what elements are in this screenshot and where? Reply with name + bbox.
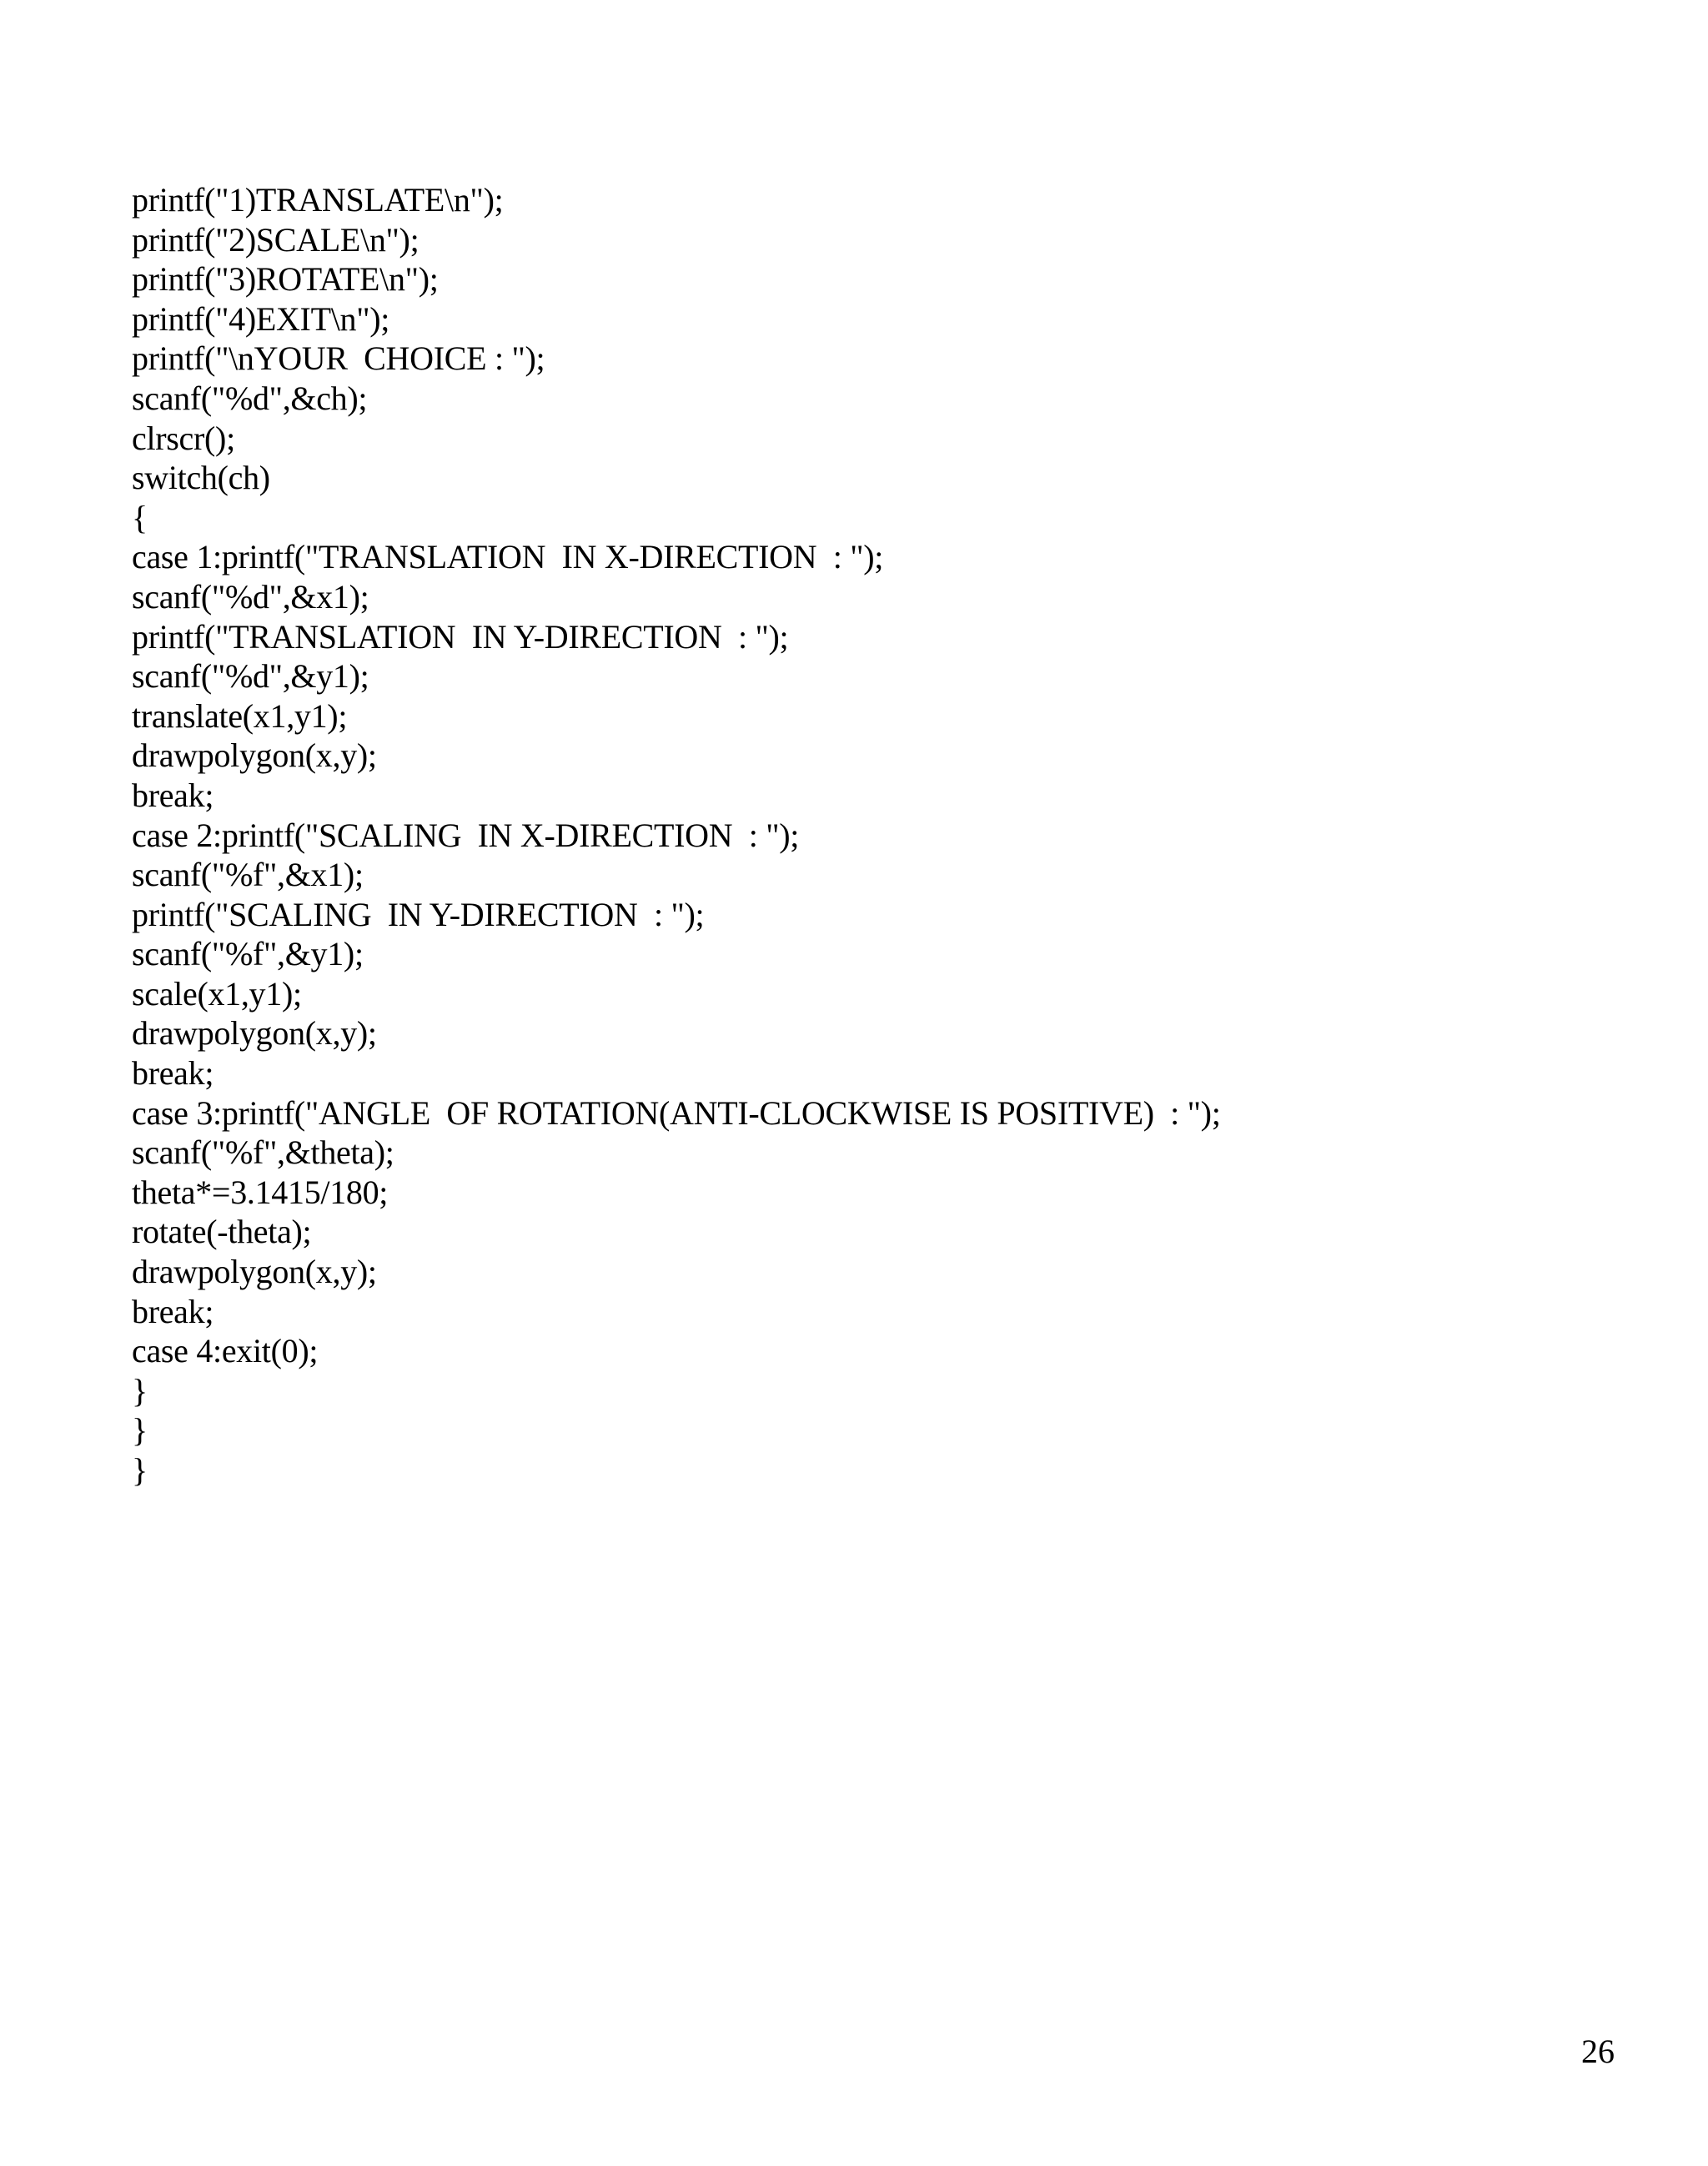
code-line: switch(ch) <box>132 459 270 497</box>
code-listing <box>132 180 1221 1490</box>
code-line: printf("4)EXIT\n"); <box>132 299 390 338</box>
code-line: } <box>132 1371 148 1410</box>
code-line: scanf("%d",&y1); <box>132 657 369 696</box>
code-line: break; <box>132 776 214 814</box>
code-line: printf("TRANSLATION IN Y-DIRECTION : "); <box>132 617 789 656</box>
code-line: scanf("%d",&x1); <box>132 577 369 616</box>
code-line: translate(x1,y1); <box>132 696 348 735</box>
code-line: scanf("%f",&y1); <box>132 935 364 973</box>
code-line: drawpolygon(x,y); <box>132 736 377 775</box>
code-line: scanf("%f",&theta); <box>132 1133 394 1172</box>
code-line: drawpolygon(x,y); <box>132 1253 377 1291</box>
code-line: printf("\nYOUR CHOICE : "); <box>132 339 545 378</box>
code-line: case 1:printf("TRANSLATION IN X-DIRECTION : "); <box>132 538 884 576</box>
code-line: break; <box>132 1292 214 1330</box>
code-line: break; <box>132 1054 214 1093</box>
code-line: } <box>132 1451 148 1489</box>
code-line: { <box>132 498 148 536</box>
code-line: case 3:printf("ANGLE OF ROTATION(ANTI-CLOCKWISE IS POSITIVE) : "); <box>132 1093 1221 1132</box>
code-line: printf("2)SCALE\n"); <box>132 220 419 259</box>
code-line: printf("1)TRANSLATE\n"); <box>132 181 504 219</box>
code-line: } <box>132 1411 148 1450</box>
code-line: clrscr(); <box>132 419 235 457</box>
code-line: case 4:exit(0); <box>132 1332 319 1370</box>
code-line: scale(x1,y1); <box>132 974 302 1013</box>
code-line: rotate(-theta); <box>132 1213 312 1251</box>
code-line: case 2:printf("SCALING IN X-DIRECTION : "); <box>132 816 800 854</box>
code-line: drawpolygon(x,y); <box>132 1014 377 1053</box>
code-line: scanf("%f",&x1); <box>132 856 364 894</box>
page-number: 26 <box>1581 2033 1615 2070</box>
code-line: printf("SCALING IN Y-DIRECTION : "); <box>132 895 705 933</box>
code-line: theta*=3.1415/180; <box>132 1173 389 1211</box>
code-line: printf("3)ROTATE\n"); <box>132 260 439 299</box>
code-line: scanf("%d",&ch); <box>132 379 368 417</box>
